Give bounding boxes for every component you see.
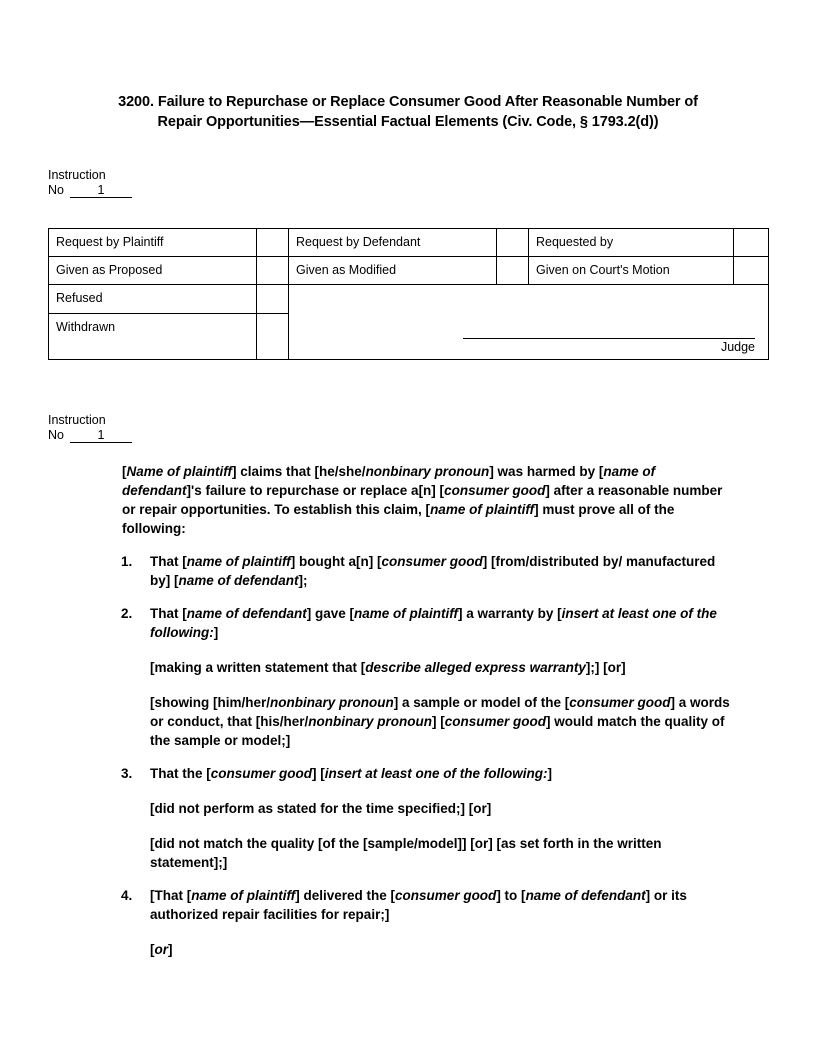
- list-item-text: [That [name of plaintiff] delivered the [consumer good] to [name of defendant] or its authorized repair facilities for repair;]: [150, 888, 687, 922]
- checkbox-requested-by[interactable]: [734, 229, 769, 257]
- essential-factual-elements-list: [0, 552, 816, 959]
- list-item: [0, 604, 816, 750]
- instruction-no-label-bottom: No: [48, 428, 64, 442]
- table-row: [49, 257, 769, 285]
- instruction-no-input-bottom[interactable]: 1: [70, 428, 132, 443]
- lead-paragraph: [Name of plaintiff] claims that [he/she/nonbinary pronoun] was harmed by [name of defendant]'s failure to repurchase or replace a[n] [consumer good] after a reasonable number or repair opportunities. To establish this claim, [name of plaintiff] must prove all of the following:: [122, 464, 723, 536]
- table-row: [49, 229, 769, 257]
- list-item-sub-paragraph: [did not perform as stated for the time specified;] [or]: [150, 801, 492, 816]
- checkbox-given-on-courts-motion[interactable]: [734, 257, 769, 285]
- instruction-label-top: Instruction: [48, 168, 106, 182]
- judge-label: Judge: [720, 340, 755, 354]
- list-item-text: That the [consumer good] [insert at least one of the following:]: [150, 766, 553, 781]
- list-item: [0, 886, 816, 959]
- instruction-number-block-top: [48, 168, 132, 198]
- list-item: [0, 764, 816, 872]
- checkbox-request-by-defendant[interactable]: [497, 229, 529, 257]
- list-item: [0, 552, 816, 590]
- disposition-table-container: [48, 228, 768, 360]
- judge-signature-area: [463, 338, 755, 355]
- disposition-table: [48, 228, 769, 360]
- checkbox-given-as-modified[interactable]: [497, 257, 529, 285]
- cell-given-as-modified-label: Given as Modified: [289, 257, 497, 285]
- list-item-text: That [name of plaintiff] bought a[n] [consumer good] [from/distributed by/ manufactured by] [name of defendant];: [150, 554, 716, 588]
- checkbox-refused[interactable]: [257, 285, 289, 314]
- cell-withdrawn-label: Withdrawn: [49, 314, 257, 360]
- cell-refused-label: Refused: [49, 285, 257, 314]
- instruction-body: [0, 462, 816, 973]
- cell-given-on-courts-motion-label: Given on Court's Motion: [529, 257, 734, 285]
- cell-request-by-plaintiff-label: Request by Plaintiff: [49, 229, 257, 257]
- list-item-sub-paragraph: [showing [him/her/nonbinary pronoun] a sample or model of the [consumer good] a words or conduct, that [his/her/nonbinary pronoun] [consumer good] would match the quality of the sample or model;]: [150, 695, 730, 748]
- checkbox-given-as-proposed[interactable]: [257, 257, 289, 285]
- page-title: 3200. Failure to Repurchase or Replace Consumer Good After Reasonable Number of Repair Opportunities—Essential Factual Elements (Civ. Code, § 1793.2(d)): [118, 94, 698, 130]
- list-item-number: 4.: [121, 888, 133, 903]
- list-item-number: 3.: [121, 766, 133, 781]
- instruction-label-bottom: Instruction: [48, 413, 106, 427]
- cell-request-by-defendant-label: Request by Defendant: [289, 229, 497, 257]
- list-item-sub-paragraph: [or]: [150, 942, 173, 957]
- checkbox-withdrawn[interactable]: [257, 314, 289, 360]
- cell-given-as-proposed-label: Given as Proposed: [49, 257, 257, 285]
- list-item-number: 1.: [121, 554, 133, 569]
- cell-requested-by-label: Requested by: [529, 229, 734, 257]
- list-item-sub-paragraph: [did not match the quality [of the [sample/model]] [or] [as set forth in the written statement];]: [150, 836, 662, 870]
- judge-signature-cell: [289, 285, 769, 360]
- instruction-number-block-bottom: [48, 413, 132, 443]
- checkbox-request-by-plaintiff[interactable]: [257, 229, 289, 257]
- instruction-no-input-top[interactable]: 1: [70, 183, 132, 198]
- instruction-no-label-top: No: [48, 183, 64, 197]
- list-item-text: That [name of defendant] gave [name of plaintiff] a warranty by [insert at least one of the following:]: [150, 606, 717, 640]
- table-row: [49, 285, 769, 314]
- list-item-sub-paragraph: [making a written statement that [describe alleged express warranty];] [or]: [150, 660, 626, 675]
- list-item-number: 2.: [121, 606, 133, 621]
